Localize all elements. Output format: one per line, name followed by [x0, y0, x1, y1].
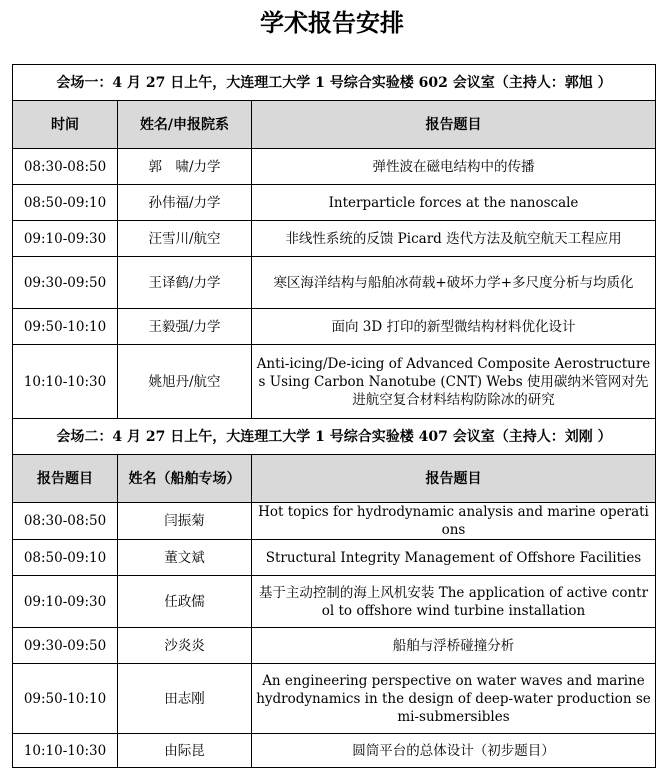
topic-cell: Interparticle forces at the nanoscale: [252, 185, 656, 221]
topic-cell: Anti-icing/De-icing of Advanced Composite Aerostructures Using Carbon Nanotube (CNT) Webs 使用碳纳米管网对先进航空复合材料结构防除冰的研究: [252, 345, 656, 419]
column-header-topic: 报告题目: [252, 455, 656, 503]
name-cell: 田志刚: [118, 664, 252, 734]
table-row: [13, 185, 656, 221]
time-cell: 09:50-10:10: [13, 664, 118, 734]
name-cell: 郭 啸/力学: [118, 149, 252, 185]
table-row: [13, 149, 656, 185]
topic-cell: 寒区海洋结构与船舶冰荷载+破坏力学+多尺度分析与均质化: [252, 257, 656, 309]
topic-cell: 基于主动控制的海上风机安装 The application of active control to offshore wind turbine installation: [252, 576, 656, 628]
time-cell: 09:50-10:10: [13, 309, 118, 345]
topic-cell: 圆筒平台的总体设计（初步题目）: [252, 734, 656, 768]
table-row: [13, 221, 656, 257]
session2-venue-row: [13, 419, 656, 455]
table-row: [13, 628, 656, 664]
name-cell: 任政儒: [118, 576, 252, 628]
topic-cell: 船舶与浮桥碰撞分析: [252, 628, 656, 664]
table-row: [13, 576, 656, 628]
column-header-name: 姓名/申报院系: [118, 101, 252, 149]
column-header-name: 姓名（船舶专场）: [118, 455, 252, 503]
session1-heading: 会场一：4 月 27 日上午，大连理工大学 1 号综合实验楼 602 会议室（主持人：郭旭 ）: [13, 65, 656, 101]
topic-cell: 非线性系统的反馈 Picard 迭代方法及航空航天工程应用: [252, 221, 656, 257]
time-cell: 08:50-09:10: [13, 185, 118, 221]
table-row: [13, 540, 656, 576]
name-cell: 姚旭丹/航空: [118, 345, 252, 419]
table-row: [13, 664, 656, 734]
name-cell: 王毅强/力学: [118, 309, 252, 345]
time-cell: 08:30-08:50: [13, 149, 118, 185]
name-cell: 董文斌: [118, 540, 252, 576]
table-row: [13, 734, 656, 768]
page-title: 学术报告安排: [260, 9, 404, 37]
time-cell: 09:10-09:30: [13, 221, 118, 257]
topic-cell: 面向 3D 打印的新型微结构材料优化设计: [252, 309, 656, 345]
name-cell: 汪雪川/航空: [118, 221, 252, 257]
session1-venue-row: [13, 65, 656, 101]
topic-cell: Structural Integrity Management of Offshore Facilities: [252, 540, 656, 576]
schedule-table: [12, 64, 656, 768]
column-header-time: 报告题目: [13, 455, 118, 503]
table-row: [13, 309, 656, 345]
topic-cell: 弹性波在磁电结构中的传播: [252, 149, 656, 185]
time-cell: 09:10-09:30: [13, 576, 118, 628]
column-header-time: 时间: [13, 101, 118, 149]
time-cell: 09:30-09:50: [13, 628, 118, 664]
time-cell: 08:30-08:50: [13, 503, 118, 540]
table-row: [13, 257, 656, 309]
name-cell: 沙炎炎: [118, 628, 252, 664]
name-cell: 王译鹤/力学: [118, 257, 252, 309]
table-row: [13, 345, 656, 419]
session2-heading: 会场二：4 月 27 日上午，大连理工大学 1 号综合实验楼 407 会议室（主持人：刘刚 ）: [13, 419, 656, 455]
time-cell: 10:10-10:30: [13, 734, 118, 768]
session1-header-row: [13, 101, 656, 149]
time-cell: 09:30-09:50: [13, 257, 118, 309]
time-cell: 10:10-10:30: [13, 345, 118, 419]
session2-header-row: [13, 455, 656, 503]
name-cell: 闫振菊: [118, 503, 252, 540]
name-cell: 孙伟福/力学: [118, 185, 252, 221]
topic-cell: An engineering perspective on water waves and marine hydrodynamics in the design of deep-water production semi-submersibles: [252, 664, 656, 734]
name-cell: 由际昆: [118, 734, 252, 768]
topic-cell: Hot topics for hydrodynamic analysis and marine operations: [252, 503, 656, 540]
column-header-topic: 报告题目: [252, 101, 656, 149]
time-cell: 08:50-09:10: [13, 540, 118, 576]
table-row: [13, 503, 656, 540]
